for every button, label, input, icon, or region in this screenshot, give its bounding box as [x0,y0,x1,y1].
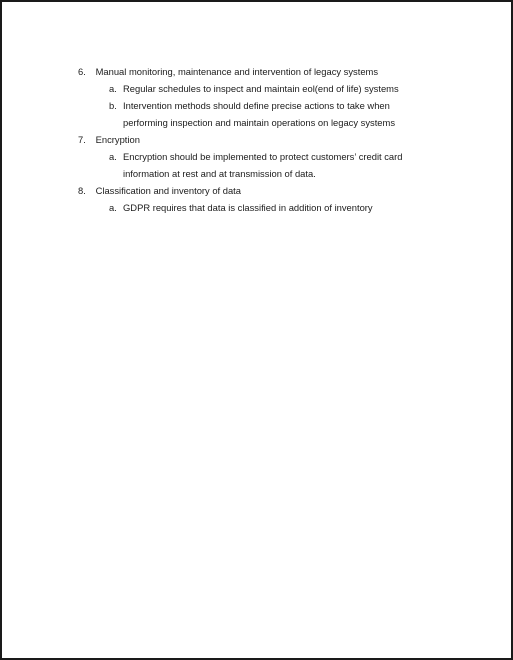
list-item-6 [78,63,478,80]
sublist-letter: a. [109,83,117,94]
list-number: 6. [78,66,86,77]
sublist-text-line: GDPR requires that data is classified in addition of inventory [123,202,373,213]
document-body [78,63,478,216]
sublist-item-6a [78,80,478,97]
sublist-text-line: Encryption should be implemented to protect customers’ credit card [123,151,403,162]
sublist-letter: a. [109,202,117,213]
sublist-text-line: information at rest and at transmission of data. [123,168,316,179]
sublist-letter: b. [109,100,117,111]
list-item-text: Encryption [95,134,140,145]
sublist-text-line: Intervention methods should define precise actions to take when [123,100,390,111]
sublist-text-line: Regular schedules to inspect and maintain eol(end of life) systems [123,83,399,94]
list-number: 8. [78,185,86,196]
list-item-text: Classification and inventory of data [95,185,242,196]
sublist-item-7a [78,148,478,182]
sublist-item-8a [78,199,478,216]
list-item-text: Manual monitoring, maintenance and intervention of legacy systems [95,66,379,77]
sublist-item-6b [78,97,478,131]
list-number: 7. [78,134,86,145]
sublist-letter: a. [109,151,117,162]
list-item-8 [78,182,478,199]
list-item-7 [78,131,478,148]
sublist-text-line: performing inspection and maintain operations on legacy systems [123,117,396,128]
